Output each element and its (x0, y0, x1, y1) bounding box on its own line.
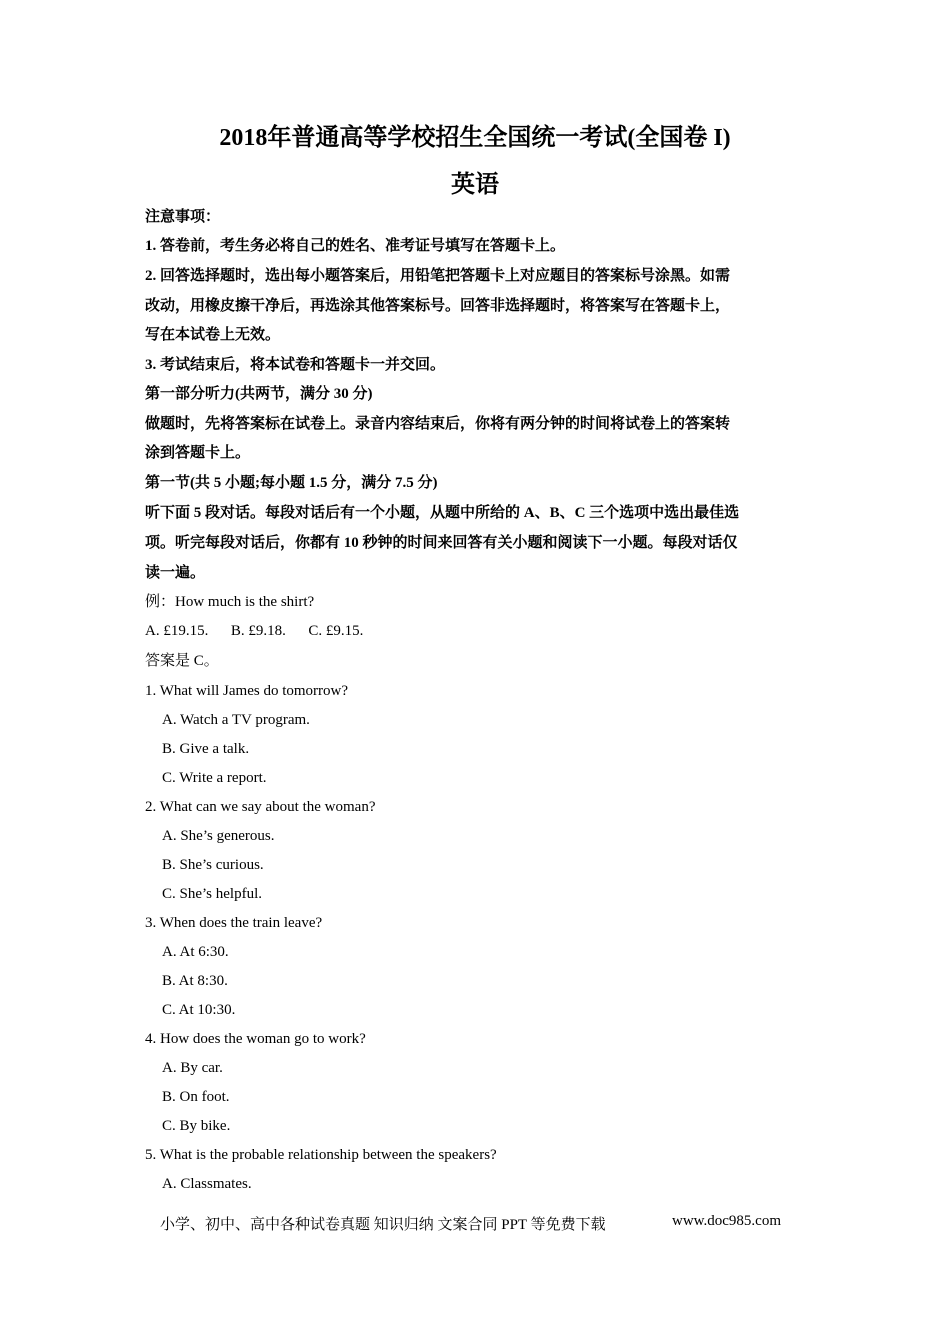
question-2-option-c: C. She’s helpful. (162, 886, 262, 902)
question-4-option-a: A. By car. (162, 1060, 223, 1076)
question-2-option-b: B. She’s curious. (162, 857, 264, 873)
section1-instruction-line-3: 读一遍。 (145, 565, 206, 581)
part1-instruction-line-2: 涂到答题卡上。 (145, 445, 251, 461)
question-2: 2. What can we say about the woman? (145, 799, 376, 815)
question-5: 5. What is the probable relationship between the speakers? (145, 1147, 497, 1163)
question-1-option-b: B. Give a talk. (162, 741, 250, 757)
subject-title: 英语 (451, 172, 499, 198)
notice-item-1: 1. 答卷前，考生务必将自己的姓名、准考证号填写在答题卡上。 (145, 238, 566, 254)
notice-item-2-line-2: 改动，用橡皮擦干净后，再选涂其他答案标号。回答非选择题时，将答案写在答题卡上， (145, 298, 731, 314)
notice-item-2-line-3: 写在本试卷上无效。 (145, 327, 281, 343)
footer-promo-text: 小学、初中、高中各种试卷真题 知识归纳 文案合同 PPT 等免费下载 (160, 1217, 606, 1233)
part1-heading: 第一部分听力(共两节，满分 30 分) (145, 386, 373, 402)
example-answer: 答案是 C。 (145, 653, 219, 669)
question-2-option-a: A. She’s generous. (162, 828, 275, 844)
question-3-option-a: A. At 6:30. (162, 944, 229, 960)
section1-instruction-line-2: 项。听完每段对话后，你都有 10 秒钟的时间来回答有关小题和阅读下一小题。每段对话仅 (145, 535, 738, 551)
question-4-option-c: C. By bike. (162, 1118, 231, 1134)
part1-instruction-line-1: 做题时，先将答案标在试卷上。录音内容结束后，你将有两分钟的时间将试卷上的答案转 (145, 416, 731, 432)
question-3-option-c: C. At 10:30. (162, 1002, 236, 1018)
question-4-option-b: B. On foot. (162, 1089, 230, 1105)
notice-item-3: 3. 考试结束后，将本试卷和答题卡一并交回。 (145, 357, 446, 373)
notice-item-2-line-1: 2. 回答选择题时，选出每小题答案后，用铅笔把答题卡上对应题目的答案标号涂黑。如需 (145, 268, 731, 284)
exam-title: 2018年普通高等学校招生全国统一考试(全国卷 I) (219, 125, 731, 151)
question-1-option-c: C. Write a report. (162, 770, 267, 786)
question-4: 4. How does the woman go to work? (145, 1031, 366, 1047)
section1-instruction-line-1: 听下面 5 段对话。每段对话后有一个小题，从题中所给的 A、B、C 三个选项中选出最佳选 (145, 505, 740, 521)
question-5-option-a: A. Classmates. (162, 1176, 252, 1192)
question-1-option-a: A. Watch a TV program. (162, 712, 310, 728)
example-question: 例：How much is the shirt? (145, 594, 315, 610)
question-3-option-b: B. At 8:30. (162, 973, 228, 989)
notice-heading: 注意事项： (145, 209, 221, 225)
footer-website-link[interactable]: www.doc985.com (672, 1213, 782, 1229)
question-1: 1. What will James do tomorrow? (145, 683, 349, 699)
question-3: 3. When does the train leave? (145, 915, 323, 931)
example-options: A. £19.15. B. £9.18. C. £9.15. (145, 623, 364, 639)
section1-heading: 第一节(共 5 小题;每小题 1.5 分，满分 7.5 分) (145, 475, 438, 491)
